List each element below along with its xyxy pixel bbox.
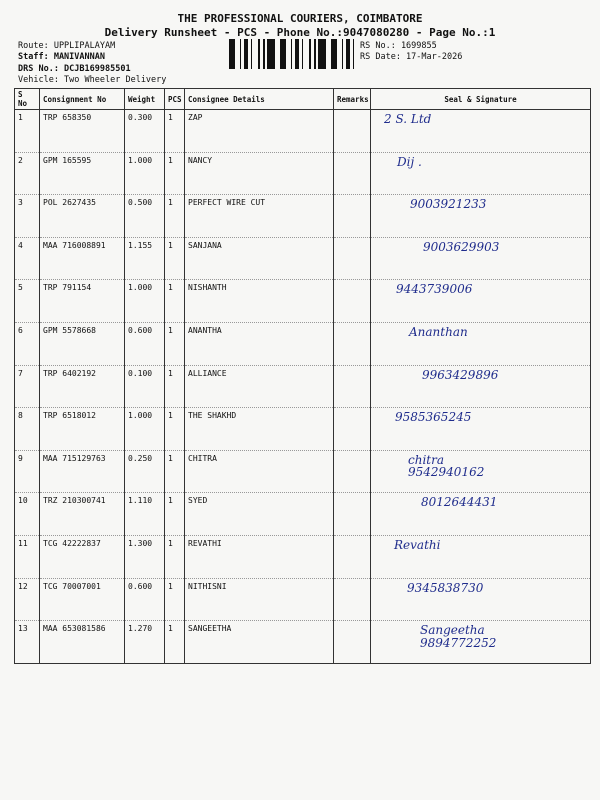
row-remarks bbox=[334, 152, 371, 195]
company-title: THE PROFESSIONAL COURIERS, COIMBATORE bbox=[177, 12, 423, 25]
barcode-bar bbox=[232, 39, 235, 69]
row-pcs: 1 bbox=[165, 152, 185, 195]
row-signature bbox=[371, 110, 591, 153]
handwritten-signature: 9443739006 bbox=[396, 282, 473, 297]
row-weight: 0.500 bbox=[125, 195, 165, 238]
barcode-bar bbox=[353, 39, 354, 69]
row-pcs: 1 bbox=[165, 280, 185, 323]
row-remarks bbox=[334, 237, 371, 280]
row-consignment-no: TRP 791154 bbox=[40, 280, 125, 323]
row-weight: 0.600 bbox=[125, 578, 165, 621]
row-consignee: CHITRA bbox=[185, 450, 334, 493]
row-remarks bbox=[334, 408, 371, 451]
row-sno: 7 bbox=[15, 365, 40, 408]
barcode-bar bbox=[302, 39, 303, 69]
table-row bbox=[15, 493, 591, 536]
row-sno: 5 bbox=[15, 280, 40, 323]
col-signature: Seal & Signature bbox=[371, 89, 591, 110]
row-weight: 0.600 bbox=[125, 322, 165, 365]
handwritten-signature: 2 S. Ltd bbox=[384, 112, 432, 126]
barcode-bar bbox=[291, 39, 292, 69]
row-consignee: THE SHAKHD bbox=[185, 408, 334, 451]
table-row bbox=[15, 578, 591, 621]
row-weight: 1.155 bbox=[125, 237, 165, 280]
table-row bbox=[15, 237, 591, 280]
row-consignment-no: TCG 42222837 bbox=[40, 535, 125, 578]
table-row bbox=[15, 322, 591, 365]
row-remarks bbox=[334, 110, 371, 153]
row-weight: 1.000 bbox=[125, 408, 165, 451]
barcode-bar bbox=[323, 39, 326, 69]
table-row bbox=[15, 621, 591, 664]
row-pcs: 1 bbox=[165, 535, 185, 578]
barcode-bar bbox=[314, 39, 316, 69]
runsheet-subtitle: Delivery Runsheet - PCS - Phone No.:9047080280 - Page No.:1 bbox=[104, 26, 496, 39]
row-consignment-no: GPM 5578668 bbox=[40, 322, 125, 365]
col-pcs: PCS bbox=[165, 89, 185, 110]
row-consignee: REVATHI bbox=[185, 535, 334, 578]
barcode-bar bbox=[349, 39, 350, 69]
row-remarks bbox=[334, 195, 371, 238]
row-sno: 8 bbox=[15, 408, 40, 451]
barcode-bar bbox=[321, 39, 323, 69]
row-consignee: SYED bbox=[185, 493, 334, 536]
barcode-bar bbox=[263, 39, 265, 69]
row-signature bbox=[371, 578, 591, 621]
row-signature bbox=[371, 535, 591, 578]
row-pcs: 1 bbox=[165, 237, 185, 280]
row-pcs: 1 bbox=[165, 365, 185, 408]
row-weight: 0.300 bbox=[125, 110, 165, 153]
col-remarks: Remarks bbox=[334, 89, 371, 110]
row-remarks bbox=[334, 365, 371, 408]
row-weight: 1.300 bbox=[125, 535, 165, 578]
barcode-bar bbox=[295, 39, 298, 69]
row-remarks bbox=[334, 578, 371, 621]
barcode-bar bbox=[229, 39, 232, 69]
row-consignment-no: TRZ 210300741 bbox=[40, 493, 125, 536]
row-consignment-no: POL 2627435 bbox=[40, 195, 125, 238]
row-consignee: SANGEETHA bbox=[185, 621, 334, 664]
row-signature bbox=[371, 450, 591, 493]
col-sno: S No bbox=[15, 89, 40, 110]
row-consignment-no: TRP 658350 bbox=[40, 110, 125, 153]
handwritten-signature: 8012644431 bbox=[421, 495, 498, 510]
table-row bbox=[15, 195, 591, 238]
row-remarks bbox=[334, 450, 371, 493]
row-weight: 1.110 bbox=[125, 493, 165, 536]
row-remarks bbox=[334, 322, 371, 365]
handwritten-signature: Sangeetha 9894772252 bbox=[420, 623, 497, 650]
row-consignee: NANCY bbox=[185, 152, 334, 195]
handwritten-signature: Dij . bbox=[397, 154, 422, 169]
row-signature bbox=[371, 621, 591, 664]
row-signature bbox=[371, 195, 591, 238]
drs-label: DRS No.: DCJB169985501 bbox=[18, 64, 131, 74]
handwritten-signature: Revathi bbox=[394, 537, 441, 552]
barcode-bar bbox=[267, 39, 270, 69]
staff-label: Staff: MANIVANNAN bbox=[18, 52, 105, 62]
row-sno: 6 bbox=[15, 322, 40, 365]
table-row bbox=[15, 535, 591, 578]
row-signature bbox=[371, 280, 591, 323]
vehicle-label: Vehicle: Two Wheeler Delivery bbox=[18, 75, 167, 85]
row-sno: 4 bbox=[15, 237, 40, 280]
row-consignee: ZAP bbox=[185, 110, 334, 153]
row-pcs: 1 bbox=[165, 110, 185, 153]
table-row bbox=[15, 450, 591, 493]
barcode-bar bbox=[331, 39, 334, 69]
row-pcs: 1 bbox=[165, 408, 185, 451]
row-consignment-no: TRP 6402192 bbox=[40, 365, 125, 408]
route-label: Route: UPPLIPALAYAM bbox=[18, 41, 116, 51]
row-consignee: ALLIANCE bbox=[185, 365, 334, 408]
row-sno: 12 bbox=[15, 578, 40, 621]
row-weight: 0.250 bbox=[125, 450, 165, 493]
barcode bbox=[229, 39, 357, 69]
table-row bbox=[15, 365, 591, 408]
row-sno: 9 bbox=[15, 450, 40, 493]
row-consignee: SANJANA bbox=[185, 237, 334, 280]
col-consignee: Consignee Details bbox=[185, 89, 334, 110]
barcode-bar bbox=[270, 39, 272, 69]
row-remarks bbox=[334, 621, 371, 664]
row-signature bbox=[371, 237, 591, 280]
barcode-bar bbox=[244, 39, 247, 69]
barcode-bar bbox=[280, 39, 283, 69]
handwritten-signature: 9585365245 bbox=[395, 410, 472, 425]
row-sno: 10 bbox=[15, 493, 40, 536]
row-pcs: 1 bbox=[165, 195, 185, 238]
barcode-bar bbox=[309, 39, 311, 69]
barcode-bar bbox=[346, 39, 349, 69]
barcode-bar bbox=[342, 39, 343, 69]
row-sno: 3 bbox=[15, 195, 40, 238]
table-row bbox=[15, 110, 591, 153]
col-weight: Weight bbox=[125, 89, 165, 110]
table-row bbox=[15, 280, 591, 323]
row-consignee: ANANTHA bbox=[185, 322, 334, 365]
row-pcs: 1 bbox=[165, 450, 185, 493]
table-row bbox=[15, 152, 591, 195]
table-row bbox=[15, 408, 591, 451]
row-weight: 1.000 bbox=[125, 280, 165, 323]
barcode-bar bbox=[258, 39, 260, 69]
rs-date: RS Date: 17-Mar-2026 bbox=[360, 52, 463, 62]
row-signature bbox=[371, 408, 591, 451]
barcode-bar bbox=[240, 39, 241, 69]
barcode-bar bbox=[298, 39, 299, 69]
row-consignee: NITHISNI bbox=[185, 578, 334, 621]
row-consignee: PERFECT WIRE CUT bbox=[185, 195, 334, 238]
barcode-bar bbox=[272, 39, 275, 69]
row-sno: 1 bbox=[15, 110, 40, 153]
handwritten-signature: Ananthan bbox=[409, 324, 468, 339]
row-consignment-no: TRP 6518012 bbox=[40, 408, 125, 451]
row-sno: 13 bbox=[15, 621, 40, 664]
row-pcs: 1 bbox=[165, 493, 185, 536]
row-signature bbox=[371, 365, 591, 408]
row-sno: 11 bbox=[15, 535, 40, 578]
row-signature bbox=[371, 493, 591, 536]
runsheet-table bbox=[14, 88, 591, 664]
barcode-bar bbox=[247, 39, 248, 69]
barcode-bar bbox=[318, 39, 321, 69]
barcode-bar bbox=[334, 39, 337, 69]
row-pcs: 1 bbox=[165, 578, 185, 621]
row-remarks bbox=[334, 493, 371, 536]
handwritten-signature: 9003629903 bbox=[423, 239, 500, 254]
barcode-bar bbox=[283, 39, 286, 69]
row-weight: 1.270 bbox=[125, 621, 165, 664]
row-signature bbox=[371, 152, 591, 195]
row-weight: 0.100 bbox=[125, 365, 165, 408]
row-consignment-no: MAA 653081586 bbox=[40, 621, 125, 664]
rs-number: RS No.: 1699855 bbox=[360, 41, 437, 51]
row-consignment-no: MAA 715129763 bbox=[40, 450, 125, 493]
handwritten-signature: 9003921233 bbox=[410, 197, 487, 212]
row-sno: 2 bbox=[15, 152, 40, 195]
row-signature bbox=[371, 322, 591, 365]
row-consignment-no: TCG 70007001 bbox=[40, 578, 125, 621]
row-pcs: 1 bbox=[165, 621, 185, 664]
handwritten-signature: 9963429896 bbox=[422, 367, 499, 382]
row-pcs: 1 bbox=[165, 322, 185, 365]
row-remarks bbox=[334, 535, 371, 578]
table-header-row bbox=[15, 89, 591, 110]
row-weight: 1.000 bbox=[125, 152, 165, 195]
handwritten-signature: chitra 9542940162 bbox=[408, 452, 485, 480]
row-consignee: NISHANTH bbox=[185, 280, 334, 323]
row-remarks bbox=[334, 280, 371, 323]
handwritten-signature: 9345838730 bbox=[407, 580, 484, 595]
barcode-bar bbox=[251, 39, 252, 69]
row-consignment-no: MAA 716008891 bbox=[40, 237, 125, 280]
col-consignment: Consignment No bbox=[40, 89, 125, 110]
row-consignment-no: GPM 165595 bbox=[40, 152, 125, 195]
